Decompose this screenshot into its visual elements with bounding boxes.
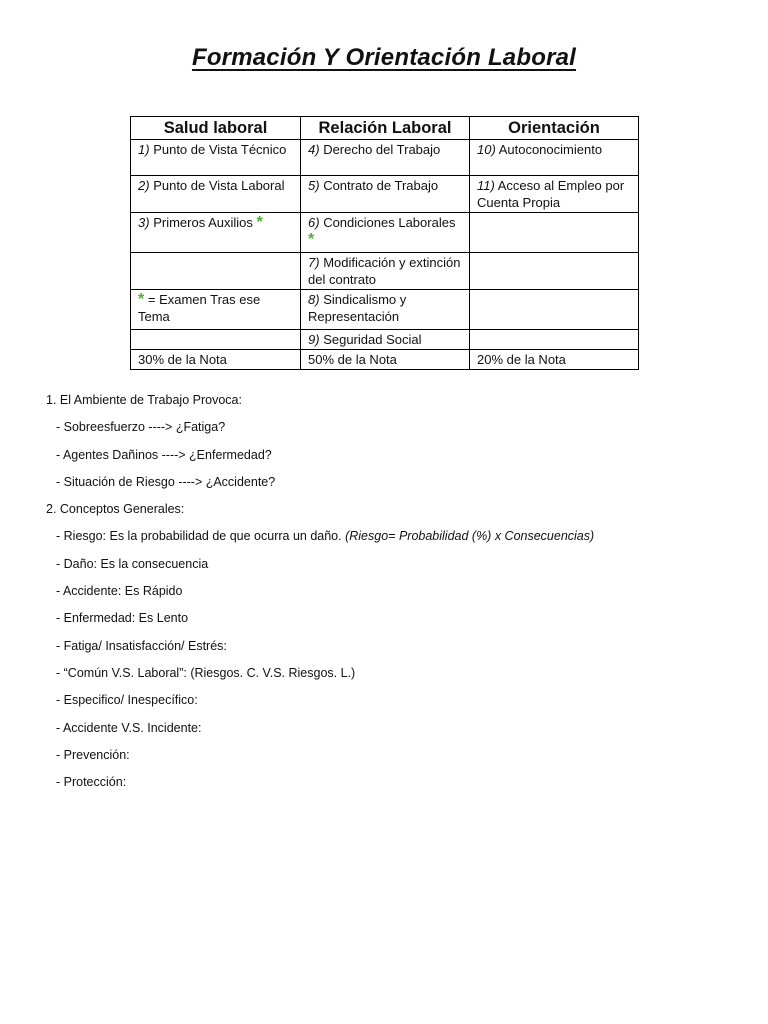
exam-star-icon: * [308, 231, 315, 248]
page-title: Formación Y Orientación Laboral [191, 44, 577, 71]
grade-weight-salud: 30% de la Nota [131, 350, 301, 370]
list-item: - Accidente: Es Rápido [56, 584, 183, 599]
item-number: 10) [477, 142, 496, 157]
table-cell [301, 290, 470, 330]
table-cell [301, 176, 470, 213]
list-item: - Accidente V.S. Incidente: [56, 720, 202, 735]
item-number: 9) [308, 332, 320, 347]
item-number: 6) [308, 215, 320, 230]
riesgo-definition: - Riesgo: Es la probabilidad de que ocurra un daño. [56, 529, 342, 544]
list-item [46, 527, 746, 545]
item-label: Autoconocimiento [498, 142, 603, 157]
item-label: Seguridad Social [323, 332, 422, 347]
table-cell [301, 213, 470, 253]
item-number: 8) [308, 292, 320, 307]
item-label: Punto de Vista Técnico [153, 142, 287, 157]
table-header-row [131, 117, 639, 140]
table-cell [470, 290, 639, 330]
notes-section [46, 391, 746, 800]
item-number: 4) [308, 142, 320, 157]
table-row [131, 330, 639, 350]
item-label: Acceso al Empleo por Cuenta Propia [477, 178, 625, 210]
list-item: - Protección: [56, 775, 127, 790]
item-label: Primeros Auxilios [153, 215, 253, 230]
table-cell [301, 140, 470, 176]
table-cell [470, 330, 639, 350]
table-cell [131, 253, 301, 290]
grade-weight-orientacion: 20% de la Nota [470, 350, 639, 370]
exam-star-icon: * [256, 214, 263, 231]
table-cell [470, 140, 639, 176]
item-label: Punto de Vista Laboral [153, 178, 285, 193]
table-cell [131, 330, 301, 350]
item-label: Derecho del Trabajo [323, 142, 441, 157]
table-row [131, 213, 639, 253]
item-label: Sindicalismo y Representación [308, 292, 407, 324]
table-cell [470, 176, 639, 213]
item-label: Contrato de Trabajo [323, 178, 439, 193]
list-item: - Enfermedad: Es Lento [56, 611, 189, 626]
item-label: Modificación y extinción del contrato [308, 255, 461, 287]
table-cell [131, 213, 301, 253]
list-item: - “Común V.S. Laboral”: (Riesgos. C. V.S. Riesgos. L.) [56, 665, 356, 680]
table-cell [131, 140, 301, 176]
header-orientacion: Orientación [470, 117, 639, 140]
table-row [131, 290, 639, 330]
list-item: - Especifico/ Inespecífico: [56, 693, 198, 708]
table-cell [301, 253, 470, 290]
list-item: - Prevención: [56, 747, 130, 762]
item-number: 11) [477, 178, 495, 193]
syllabus-table [130, 116, 639, 370]
list-item: - Sobreesfuerzo ----> ¿Fatiga? [56, 420, 226, 435]
table-cell [470, 253, 639, 290]
list-item: - Situación de Riesgo ----> ¿Accidente? [56, 474, 276, 489]
header-relacion-laboral: Relación Laboral [301, 117, 470, 140]
section-heading: 2. Conceptos Generales: [46, 502, 185, 517]
table-row [131, 140, 639, 176]
exam-star-icon: * [138, 291, 145, 308]
list-item: - Agentes Dañinos ----> ¿Enfermedad? [56, 447, 272, 462]
list-item: - Daño: Es la consecuencia [56, 556, 209, 571]
item-number: 2) [138, 178, 150, 193]
item-label: Condiciones Laborales [323, 215, 456, 230]
section-heading: 1. El Ambiente de Trabajo Provoca: [46, 393, 242, 407]
header-salud-laboral: Salud laboral [131, 117, 301, 140]
table-row [131, 253, 639, 290]
table-footer-row [131, 350, 639, 370]
list-item: - Fatiga/ Insatisfacción/ Estrés: [56, 638, 227, 653]
table-cell [131, 290, 301, 330]
item-number: 5) [308, 178, 320, 193]
table-cell [470, 213, 639, 253]
legend-label: = Examen Tras ese Tema [138, 292, 261, 324]
table-row [131, 176, 639, 213]
item-number: 7) [308, 255, 320, 270]
table-cell [131, 176, 301, 213]
grade-weight-relacion: 50% de la Nota [301, 350, 470, 370]
riesgo-formula: (Riesgo= Probabilidad (%) x Consecuencias) [345, 529, 595, 544]
table-cell [301, 330, 470, 350]
item-number: 1) [138, 142, 150, 157]
item-number: 3) [138, 215, 150, 230]
